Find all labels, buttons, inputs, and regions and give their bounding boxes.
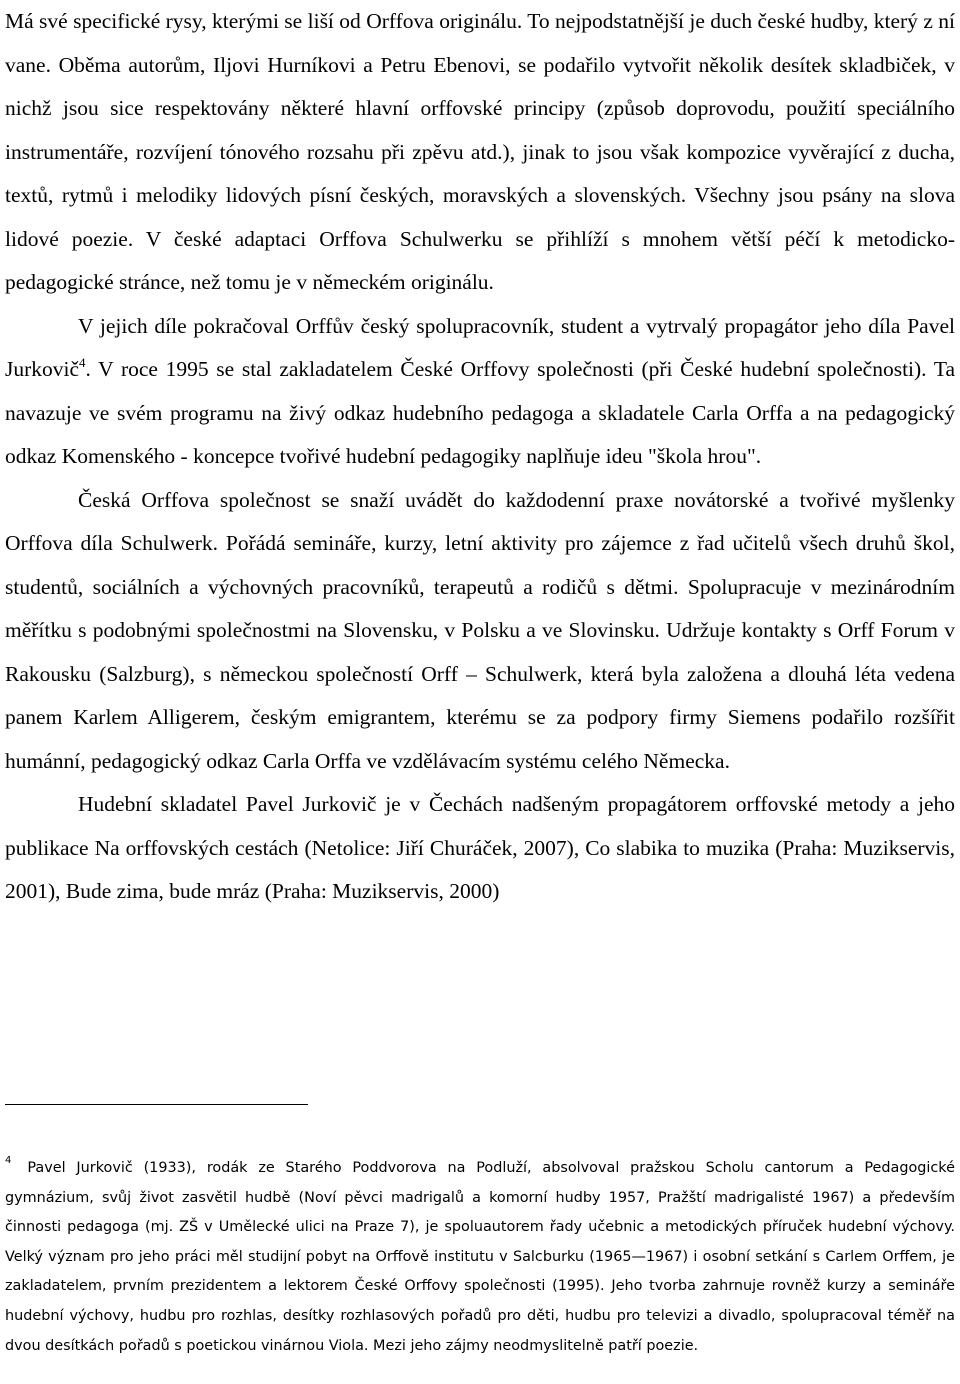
paragraph-4: Hudební skladatel Pavel Jurkovič je v Čechách nadšeným propagátorem orffovské metody a jeho publikace Na orffovských cestách (Netolice: Jiří Churáček, 2007), Co slabika to muzika (Praha: Muzikservis, 2001), Bude zima, bude mráz (Praha: Muzikservis, 2000) (5, 792, 955, 903)
footnote-text: Pavel Jurkovič (1933), rodák ze Starého Poddvorova na Podluží, absolvoval pražskou Scholu cantorum a Pedagogické gymnázium, svůj život zasvětil hudbě (Noví pěvci madrigalů a komorní hudby 1957, Pražští madrigalisté 1967) a především činnosti pedagoga (mj. ZŠ v Umělecké ulici na Praze 7), je spoluautorem řady učebnic a metodických příruček hudební výchovy. Velký význam pro jeho práci měl studijní pobyt na Orffově institutu v Salcburku (1965—1967) i osobní setkání s Carlem Orffem, je zakladatelem, prvním prezidentem a lektorem České Orffovy společnosti (1995). Jeho tvorba zahrnuje rovněž kurzy a semináře hudební výchovy, hudbu pro rozhlas, desítky rozhlasových pořadů pro děti, hudbu pro televizi a divadlo, spolupracoval téměř na dvou desítkách pořadů s poetickou vinárnou Viola. Mezi jeho zájmy neodmyslitelně patří poezie. (5, 1160, 955, 1354)
body-text (5, 0, 955, 914)
document-page (5, 0, 955, 1384)
footnote-separator (5, 1104, 308, 1105)
paragraph-2-end: . V roce 1995 se stal zakladatelem České Orffovy společnosti (při České hudební společnosti). Ta navazuje ve svém programu na živý odkaz hudebního pedagoga a skladatele Carla Orffa a na pedagogický odkaz Komenského - koncepce tvořivé hudební pedagogiky naplňuje ideu "škola hrou". (5, 357, 955, 468)
paragraph-3: Česká Orffova společnost se snaží uvádět do každodenní praxe novátorské a tvořivé myšlenky Orffova díla Schulwerk. Pořádá semináře, kurzy, letní aktivity pro zájemce z řad učitelů všech druhů škol, studentů, sociálních a výchovných pracovníků, terapeutů a rodičů s dětmi. Spolupracuje v mezinárodním měřítku s podobnými společnostmi na Slovensku, v Polsku a ve Slovinsku. Udržuje kontakty s Orff Forum v Rakousku (Salzburg), s německou společností Orff – Schulwerk, která byla založena a dlouhá léta vedena panem Karlem Alligerem, českým emigrantem, kterému se za podpory firmy Siemens podařilo rozšířit humánní, pedagogický odkaz Carla Orffa ve vzdělávacím systému celého Německa. (5, 487, 955, 773)
paragraph-2-start: V jejich díle pokračoval Orffův český spolupracovník, student a vytrvalý propagátor jeho díla Pavel Jurkovič (5, 313, 955, 381)
paragraph-1: Má své specifické rysy, kterými se liší od Orffova originálu. To nejpodstatnější je duch české hudby, který z ní vane. Oběma autorům, Iljovi Hurníkovi a Petru Ebenovi, se podařilo vytvořit několik desítek skladbiček, v nichž jsou sice respektovány některé hlavní orffovské principy (způsob doprovodu, použití speciálního instrumentáře, rozvíjení tónového rozsahu při zpěvu atd.), jinak to jsou však kompozice vyvěrající z ducha, textů, rytmů i melodiky lidových písní českých, moravských a slovenských. Všechny jsou psány na slova lidové poezie. V české adaptaci Orffova Schulwerku se přihlíží s mnohem větší péčí k metodicko-pedagogické stránce, než tomu je v německém originálu. (5, 9, 955, 294)
footnote-mark: 4 (5, 1155, 12, 1166)
footnote (5, 1146, 955, 1361)
paragraph-2 (5, 305, 955, 479)
footnote-reference: 4 (79, 355, 86, 370)
